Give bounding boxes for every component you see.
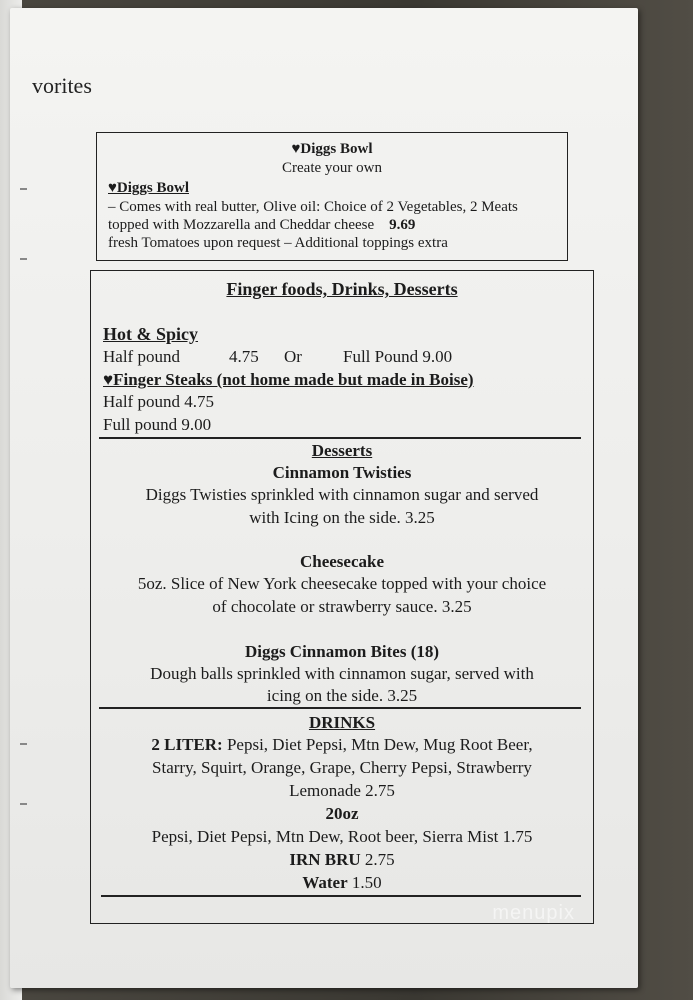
page-hole	[20, 743, 27, 745]
bowl-description-line3: fresh Tomatoes upon request – Additional toppings extra	[108, 235, 448, 251]
hot-spicy-or: Or	[284, 347, 302, 366]
water-line: Water 1.50	[302, 873, 382, 892]
dessert-description: of chocolate or strawberry sauce. 3.25	[212, 597, 472, 616]
bowl-item-name: ♥Diggs Bowl	[108, 180, 189, 196]
bowl-price: 9.69	[389, 217, 416, 233]
bowl-subheading: Create your own	[282, 160, 382, 176]
two-liter-line3: Lemonade 2.75	[289, 781, 395, 800]
drinks-title: DRINKS	[308, 713, 376, 732]
dessert-description: icing on the side. 3.25	[266, 686, 418, 705]
dessert-name: Diggs Cinnamon Bites (18)	[244, 642, 440, 661]
dessert-description: with Icing on the side. 3.25	[249, 508, 435, 527]
irn-bru-line: IRN BRU 2.75	[289, 850, 395, 869]
dessert-name: Cinnamon Twisties	[272, 463, 412, 482]
previous-page-title: vorites	[32, 73, 92, 98]
two-liter-line1: 2 LITER: Pepsi, Diet Pepsi, Mtn Dew, Mug Root Beer,	[151, 735, 533, 754]
page-hole	[20, 258, 27, 260]
desserts-title: Desserts	[311, 441, 373, 460]
bowl-heading: ♥Diggs Bowl	[291, 141, 373, 157]
dessert-description: Dough balls sprinkled with cinnamon sugar, served with	[150, 664, 534, 683]
hot-spicy-name: Hot & Spicy	[103, 324, 199, 344]
twenty-oz-line: Pepsi, Diet Pepsi, Mtn Dew, Root beer, Sierra Mist 1.75	[151, 827, 533, 846]
watermark: menupix	[492, 902, 575, 924]
finger-steaks-half: Half pound 4.75	[103, 392, 214, 411]
divider	[99, 707, 581, 709]
bowl-description-line2: topped with Mozzarella and Cheddar cheese 9.69	[108, 217, 416, 233]
section-title: Finger foods, Drinks, Desserts	[226, 279, 458, 299]
hot-spicy-half-price: 4.75	[229, 347, 259, 366]
divider	[101, 895, 581, 897]
page-hole	[20, 803, 27, 805]
two-liter-line2: Starry, Squirt, Orange, Grape, Cherry Pepsi, Strawberry	[152, 758, 532, 777]
diggs-bowl-box	[96, 132, 568, 261]
finger-steaks-name: ♥Finger Steaks (not home made but made in Boise)	[103, 370, 474, 389]
page-hole	[20, 188, 27, 190]
hot-spicy-full: Full Pound 9.00	[343, 347, 453, 366]
bowl-description-line1: – Comes with real butter, Olive oil: Choice of 2 Vegetables, 2 Meats	[108, 199, 518, 215]
divider	[99, 437, 581, 439]
twenty-oz-label: 20oz	[325, 804, 359, 823]
finger-steaks-full: Full pound 9.00	[103, 415, 212, 434]
finger-foods-box	[90, 270, 594, 924]
dessert-name: Cheesecake	[299, 552, 385, 571]
dessert-description: 5oz. Slice of New York cheesecake topped with your choice	[137, 574, 547, 593]
hot-spicy-half-label: Half pound	[103, 347, 180, 366]
dessert-description: Diggs Twisties sprinkled with cinnamon sugar and served	[145, 485, 539, 504]
